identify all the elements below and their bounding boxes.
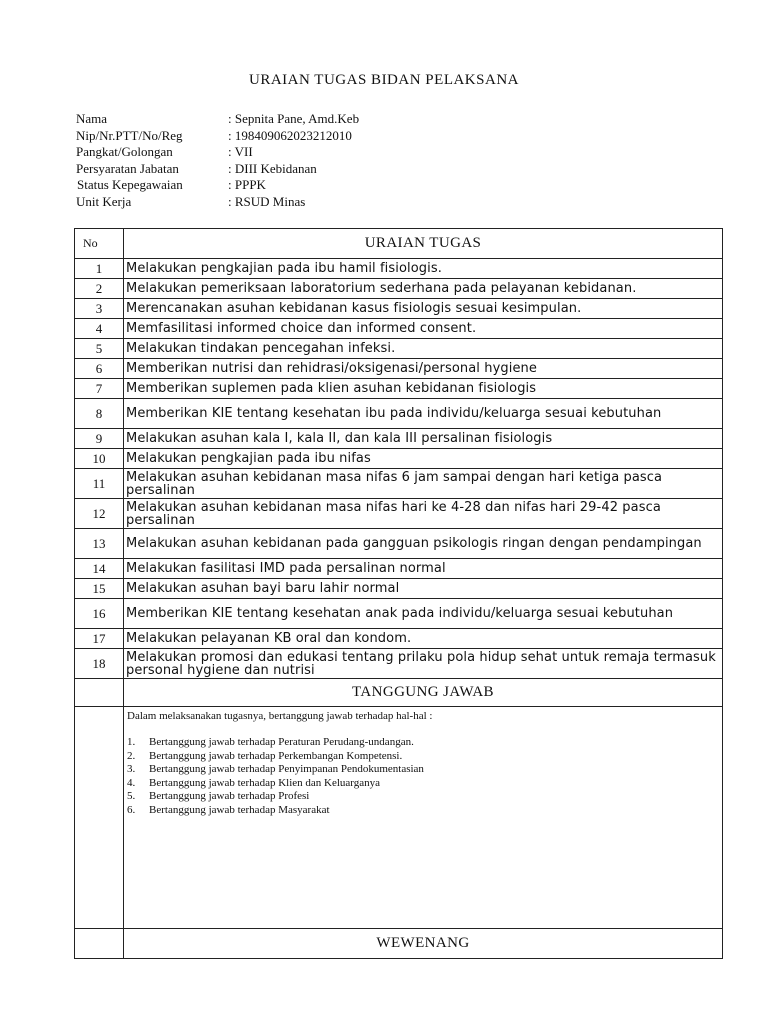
row-number: 9: [75, 429, 124, 449]
info-label: Unit Kerja: [76, 193, 132, 209]
list-text: Bertanggung jawab terhadap Profesi: [149, 790, 310, 802]
task-text: Memberikan KIE tentang kesehatan anak pada individu/keluarga sesuai kebutuhan: [124, 599, 723, 629]
table-row: [75, 429, 723, 449]
row-number: 13: [75, 529, 124, 559]
page-title: URAIAN TUGAS BIDAN PELAKSANA: [249, 72, 519, 88]
list-text: Bertanggung jawab terhadap Perkembangan Kompetensi.: [149, 749, 403, 762]
table-row: [75, 379, 723, 399]
table-row: [75, 469, 723, 499]
task-table: [74, 228, 723, 959]
row-number: 7: [75, 379, 124, 399]
info-row-nip: [76, 128, 359, 145]
table-row: [75, 649, 723, 679]
table-row: [75, 529, 723, 559]
task-text: Memfasilitasi informed choice dan informed consent.: [124, 319, 723, 339]
responsibility-title: TANGGUNG JAWAB: [124, 679, 723, 707]
list-number: 5.: [127, 790, 136, 802]
task-text: Melakukan asuhan kebidanan masa nifas hari ke 4-28 dan nifas hari 29-42 pasca persalinan: [124, 499, 723, 529]
list-item: [127, 790, 719, 804]
info-row-unit: [76, 194, 359, 211]
row-number: 5: [75, 339, 124, 359]
task-text: Melakukan pelayanan KB oral dan kondom.: [124, 629, 723, 649]
authority-header-row: [75, 929, 723, 959]
table-row: [75, 399, 723, 429]
row-number: 16: [75, 599, 124, 629]
row-number: 11: [75, 469, 124, 499]
empty-cell: [75, 929, 124, 959]
info-label: Status Kepegawaian: [77, 177, 183, 193]
info-label: Nip/Nr.PTT/No/Reg: [76, 127, 183, 143]
list-item: [127, 763, 719, 777]
task-text: Melakukan fasilitasi IMD pada persalinan normal: [124, 559, 723, 579]
empty-cell: [75, 679, 124, 707]
list-item: [127, 804, 719, 818]
list-text: Bertanggung jawab terhadap Klien dan Keluarganya: [149, 776, 381, 789]
info-row-status: [76, 177, 359, 194]
task-text: Melakukan pengkajian pada ibu hamil fisiologis.: [124, 259, 723, 279]
table-row: [75, 499, 723, 529]
table-row: [75, 629, 723, 649]
table-row: [75, 359, 723, 379]
responsibility-list: [127, 736, 719, 817]
list-text: Bertanggung jawab terhadap Masyarakat: [149, 803, 330, 816]
responsibility-intro: Dalam melaksanakan tugasnya, bertanggung jawab terhadap hal-hal :: [127, 710, 433, 722]
header-uraian-tugas: URAIAN TUGAS: [124, 229, 723, 259]
task-text: Melakukan tindakan pencegahan infeksi.: [124, 339, 723, 359]
list-text: Bertanggung jawab terhadap Peraturan Perudang-undangan.: [149, 736, 414, 748]
info-label: Persyaratan Jabatan: [76, 160, 179, 176]
list-number: 2.: [127, 749, 136, 762]
task-text: Memberikan nutrisi dan rehidrasi/oksigenasi/personal hygiene: [124, 359, 723, 379]
task-text: Melakukan asuhan kebidanan masa nifas 6 jam sampai dengan hari ketiga pasca persalinan: [124, 469, 723, 499]
table-row: [75, 449, 723, 469]
empty-cell: [75, 707, 124, 929]
info-row-persyaratan: [76, 161, 359, 178]
row-number: 18: [75, 649, 124, 679]
row-number: 1: [75, 259, 124, 279]
info-label: Pangkat/Golongan: [76, 144, 173, 160]
task-text: Melakukan pemeriksaan laboratorium sederhana pada pelayanan kebidanan.: [124, 279, 723, 299]
task-text: Melakukan pengkajian pada ibu nifas: [124, 449, 723, 469]
task-text: Memberikan suplemen pada klien asuhan kebidanan fisiologis: [124, 379, 723, 399]
info-value: : DIII Kebidanan: [228, 160, 317, 176]
list-item: [127, 736, 719, 750]
table-row: [75, 319, 723, 339]
list-number: 4.: [127, 776, 136, 789]
row-number: 6: [75, 359, 124, 379]
list-item: [127, 750, 719, 764]
table-row: [75, 299, 723, 319]
authority-title: WEWENANG: [124, 929, 723, 959]
row-number: 12: [75, 499, 124, 529]
list-number: 1.: [127, 736, 136, 748]
row-number: 2: [75, 279, 124, 299]
employee-info: [76, 111, 359, 211]
table-row: [75, 579, 723, 599]
info-value: : RSUD Minas: [228, 193, 306, 209]
row-number: 10: [75, 449, 124, 469]
task-text: Melakukan promosi dan edukasi tentang prilaku pola hidup sehat untuk remaja termasuk personal hygiene dan nutrisi: [124, 649, 723, 679]
row-number: 3: [75, 299, 124, 319]
row-number: 4: [75, 319, 124, 339]
header-no: No: [75, 229, 124, 259]
info-value: : Sepnita Pane, Amd.Keb: [228, 111, 360, 126]
table-row: [75, 259, 723, 279]
table-row: [75, 279, 723, 299]
row-number: 8: [75, 399, 124, 429]
row-number: 14: [75, 559, 124, 579]
info-row-nama: [76, 111, 359, 128]
task-text: Merencanakan asuhan kebidanan kasus fisiologis sesuai kesimpulan.: [124, 299, 723, 319]
task-text: Melakukan asuhan bayi baru lahir normal: [124, 579, 723, 599]
row-number: 17: [75, 629, 124, 649]
list-number: 6.: [127, 803, 136, 816]
responsibility-header-row: [75, 679, 723, 707]
list-text: Bertanggung jawab terhadap Penyimpanan Pendokumentasian: [149, 763, 424, 775]
list-number: 3.: [127, 763, 136, 775]
info-value: : VII: [228, 144, 253, 160]
info-value: : 198409062023212010: [228, 127, 352, 143]
list-item: [127, 777, 719, 791]
task-text: Memberikan KIE tentang kesehatan ibu pada individu/keluarga sesuai kebutuhan: [124, 399, 723, 429]
row-number: 15: [75, 579, 124, 599]
table-header-row: [75, 229, 723, 259]
task-text: Melakukan asuhan kala I, kala II, dan kala III persalinan fisiologis: [124, 429, 723, 449]
table-row: [75, 599, 723, 629]
info-label: Nama: [76, 111, 108, 126]
info-row-pangkat: [76, 144, 359, 161]
responsibility-body-row: [75, 707, 723, 929]
info-value: : PPPK: [228, 177, 266, 193]
task-text: Melakukan asuhan kebidanan pada gangguan psikologis ringan dengan pendampingan: [124, 529, 723, 559]
table-row: [75, 339, 723, 359]
responsibility-content: [124, 707, 723, 929]
table-row: [75, 559, 723, 579]
